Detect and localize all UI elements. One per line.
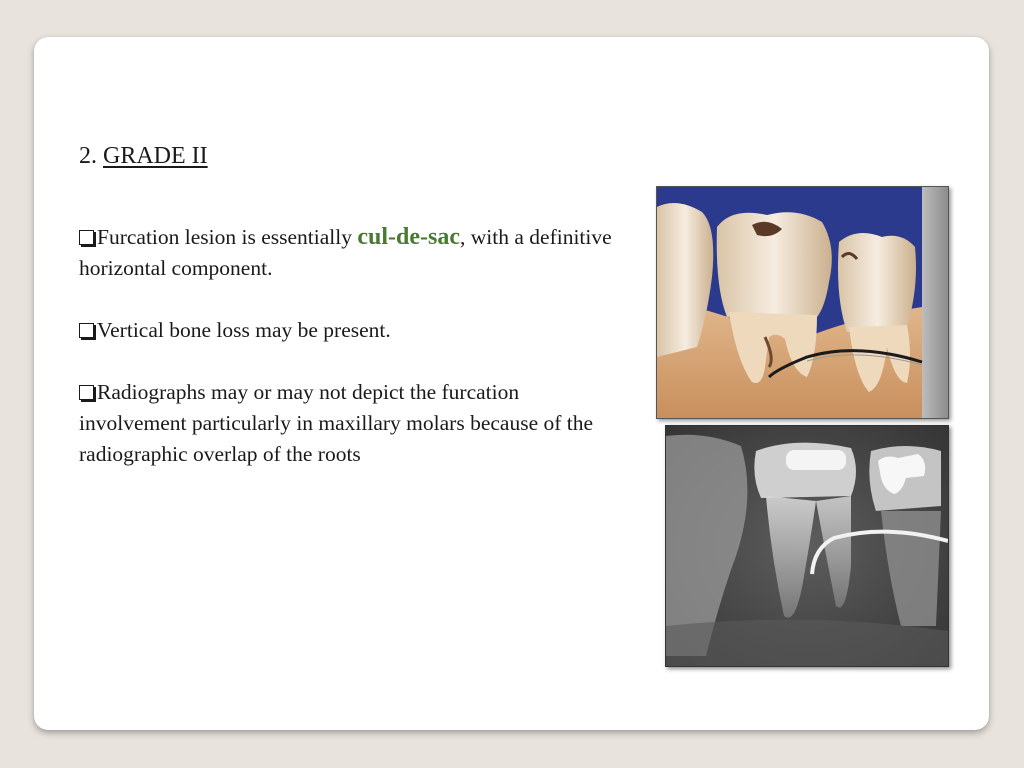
bullet-item-furcation: [79, 222, 619, 284]
bullet-text: , with a definitive horizontal component.: [79, 225, 612, 280]
checkbox-bullet-icon: [79, 230, 94, 245]
molar-radiograph-illustration: [666, 426, 948, 666]
slide-heading: [79, 143, 208, 170]
bullet-list: [79, 222, 619, 501]
heading-title: GRADE II: [103, 143, 208, 169]
bullet-item-radiographs: [79, 377, 619, 470]
bullet-text: Furcation lesion is essentially: [97, 225, 358, 249]
radiograph-image: [665, 425, 949, 667]
molar-with-probe-illustration: [657, 187, 948, 418]
emphasis-text: cul-de-sac: [357, 224, 461, 250]
molar-probe-photo: [656, 186, 949, 419]
bullet-item-bone-loss: [79, 315, 619, 346]
checkbox-bullet-icon: [79, 323, 94, 338]
checkbox-bullet-icon: [79, 385, 94, 400]
heading-number: 2.: [79, 143, 97, 169]
bullet-text: Radiographs may or may not depict the furcation involvement particularly in maxillary molars because of the radiographic overlap of the roots: [79, 380, 594, 466]
bullet-text: Vertical bone loss may be present.: [97, 318, 391, 342]
